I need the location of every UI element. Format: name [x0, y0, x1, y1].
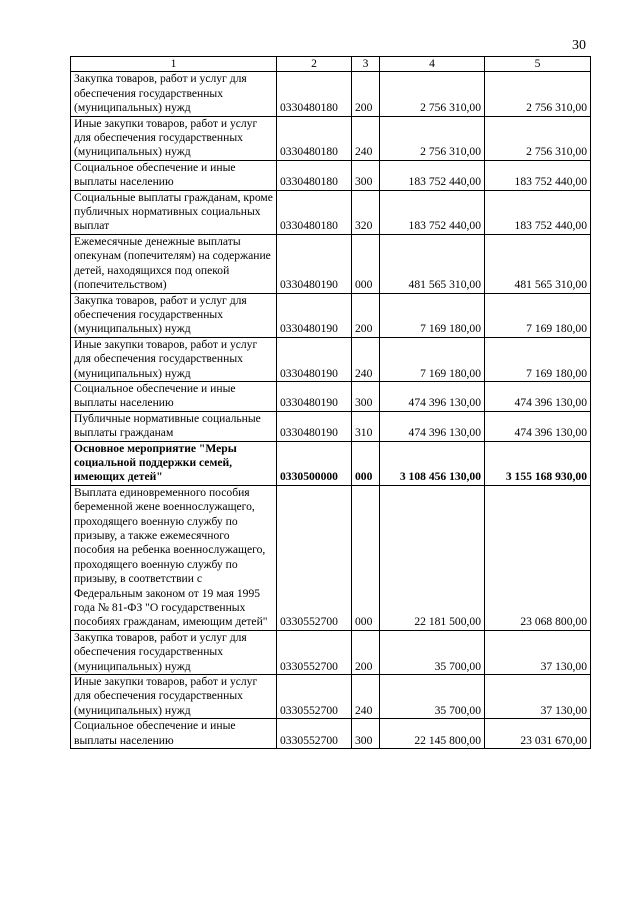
row-amount-col4: 35 700,00 — [380, 675, 485, 719]
row-amount-col4: 474 396 130,00 — [380, 381, 485, 411]
column-header: 3 — [352, 57, 380, 72]
row-type: 200 — [352, 630, 380, 674]
row-name: Иные закупки товаров, работ и услуг для обеспечения государственных (муниципальных) нужд — [71, 337, 277, 381]
row-amount-col5: 474 396 130,00 — [485, 411, 591, 441]
row-amount-col5: 37 130,00 — [485, 630, 591, 674]
row-type: 240 — [352, 116, 380, 160]
row-amount-col4: 22 181 500,00 — [380, 485, 485, 630]
row-code: 0330552700 — [277, 675, 352, 719]
row-amount-col4: 481 565 310,00 — [380, 234, 485, 293]
table-row — [71, 675, 591, 719]
row-type: 300 — [352, 381, 380, 411]
table-row — [71, 337, 591, 381]
row-amount-col4: 2 756 310,00 — [380, 72, 485, 116]
row-amount-col4: 35 700,00 — [380, 630, 485, 674]
column-header: 4 — [380, 57, 485, 72]
column-header: 1 — [71, 57, 277, 72]
table-body — [71, 72, 591, 749]
row-type: 240 — [352, 337, 380, 381]
row-name: Закупка товаров, работ и услуг для обеспечения государственных (муниципальных) нужд — [71, 293, 277, 337]
row-code: 0330552700 — [277, 630, 352, 674]
row-code: 0330480180 — [277, 72, 352, 116]
row-name: Социальные выплаты гражданам, кроме публичных нормативных социальных выплат — [71, 190, 277, 234]
row-code: 0330480190 — [277, 337, 352, 381]
row-amount-col5: 37 130,00 — [485, 675, 591, 719]
row-amount-col5: 23 031 670,00 — [485, 719, 591, 749]
row-amount-col5: 23 068 800,00 — [485, 485, 591, 630]
row-name: Социальное обеспечение и иные выплаты населению — [71, 719, 277, 749]
table-row — [71, 381, 591, 411]
table-row — [71, 160, 591, 190]
column-header: 5 — [485, 57, 591, 72]
row-code: 0330552700 — [277, 719, 352, 749]
row-amount-col4: 3 108 456 130,00 — [380, 441, 485, 485]
row-name: Закупка товаров, работ и услуг для обеспечения государственных (муниципальных) нужд — [71, 630, 277, 674]
table-row — [71, 234, 591, 293]
row-code: 0330480180 — [277, 116, 352, 160]
row-amount-col5: 7 169 180,00 — [485, 293, 591, 337]
table-row — [71, 485, 591, 630]
row-code: 0330480180 — [277, 160, 352, 190]
row-type: 000 — [352, 485, 380, 630]
row-code: 0330552700 — [277, 485, 352, 630]
header-row — [71, 57, 591, 72]
row-code: 0330500000 — [277, 441, 352, 485]
table-row — [71, 190, 591, 234]
row-type: 000 — [352, 441, 380, 485]
row-type: 240 — [352, 675, 380, 719]
table-row — [71, 116, 591, 160]
row-type: 310 — [352, 411, 380, 441]
row-type: 320 — [352, 190, 380, 234]
row-code: 0330480190 — [277, 293, 352, 337]
row-name: Социальное обеспечение и иные выплаты населению — [71, 381, 277, 411]
row-code: 0330480190 — [277, 411, 352, 441]
row-name: Социальное обеспечение и иные выплаты населению — [71, 160, 277, 190]
table-row — [71, 441, 591, 485]
row-code: 0330480190 — [277, 381, 352, 411]
column-header: 2 — [277, 57, 352, 72]
budget-table — [70, 56, 591, 749]
row-amount-col4: 7 169 180,00 — [380, 337, 485, 381]
row-name: Иные закупки товаров, работ и услуг для обеспечения государственных (муниципальных) нужд — [71, 116, 277, 160]
row-amount-col5: 2 756 310,00 — [485, 72, 591, 116]
row-type: 200 — [352, 72, 380, 116]
row-amount-col4: 474 396 130,00 — [380, 411, 485, 441]
row-amount-col5: 7 169 180,00 — [485, 337, 591, 381]
row-name: Выплата единовременного пособия беременной жене военнослужащего, проходящего военную службу по призыву, а также ежемесячного пособия на ребенка военнослужащего, проходящего военную службу по призыву, в соответствии с Федеральным законом от 19 мая 1995 года № 81-ФЗ "О государственных пособиях гражданам, имеющим детей" — [71, 485, 277, 630]
table-row — [71, 630, 591, 674]
row-type: 300 — [352, 160, 380, 190]
table-row — [71, 72, 591, 116]
row-amount-col5: 183 752 440,00 — [485, 190, 591, 234]
row-amount-col5: 183 752 440,00 — [485, 160, 591, 190]
row-amount-col5: 474 396 130,00 — [485, 381, 591, 411]
page-number: 30 — [572, 38, 586, 53]
row-amount-col4: 183 752 440,00 — [380, 190, 485, 234]
row-amount-col4: 7 169 180,00 — [380, 293, 485, 337]
row-amount-col5: 481 565 310,00 — [485, 234, 591, 293]
row-name: Публичные нормативные социальные выплаты гражданам — [71, 411, 277, 441]
row-amount-col5: 3 155 168 930,00 — [485, 441, 591, 485]
table-row — [71, 411, 591, 441]
row-type: 300 — [352, 719, 380, 749]
row-type: 000 — [352, 234, 380, 293]
table-row — [71, 293, 591, 337]
row-amount-col4: 22 145 800,00 — [380, 719, 485, 749]
row-code: 0330480190 — [277, 234, 352, 293]
row-amount-col4: 2 756 310,00 — [380, 116, 485, 160]
table-row — [71, 719, 591, 749]
row-amount-col5: 2 756 310,00 — [485, 116, 591, 160]
row-amount-col4: 183 752 440,00 — [380, 160, 485, 190]
row-name: Закупка товаров, работ и услуг для обеспечения государственных (муниципальных) нужд — [71, 72, 277, 116]
row-name: Ежемесячные денежные выплаты опекунам (попечителям) на содержание детей, находящихся под опекой (попечительством) — [71, 234, 277, 293]
row-code: 0330480180 — [277, 190, 352, 234]
row-name: Иные закупки товаров, работ и услуг для обеспечения государственных (муниципальных) нужд — [71, 675, 277, 719]
row-name: Основное мероприятие "Меры социальной поддержки семей, имеющих детей" — [71, 441, 277, 485]
row-type: 200 — [352, 293, 380, 337]
